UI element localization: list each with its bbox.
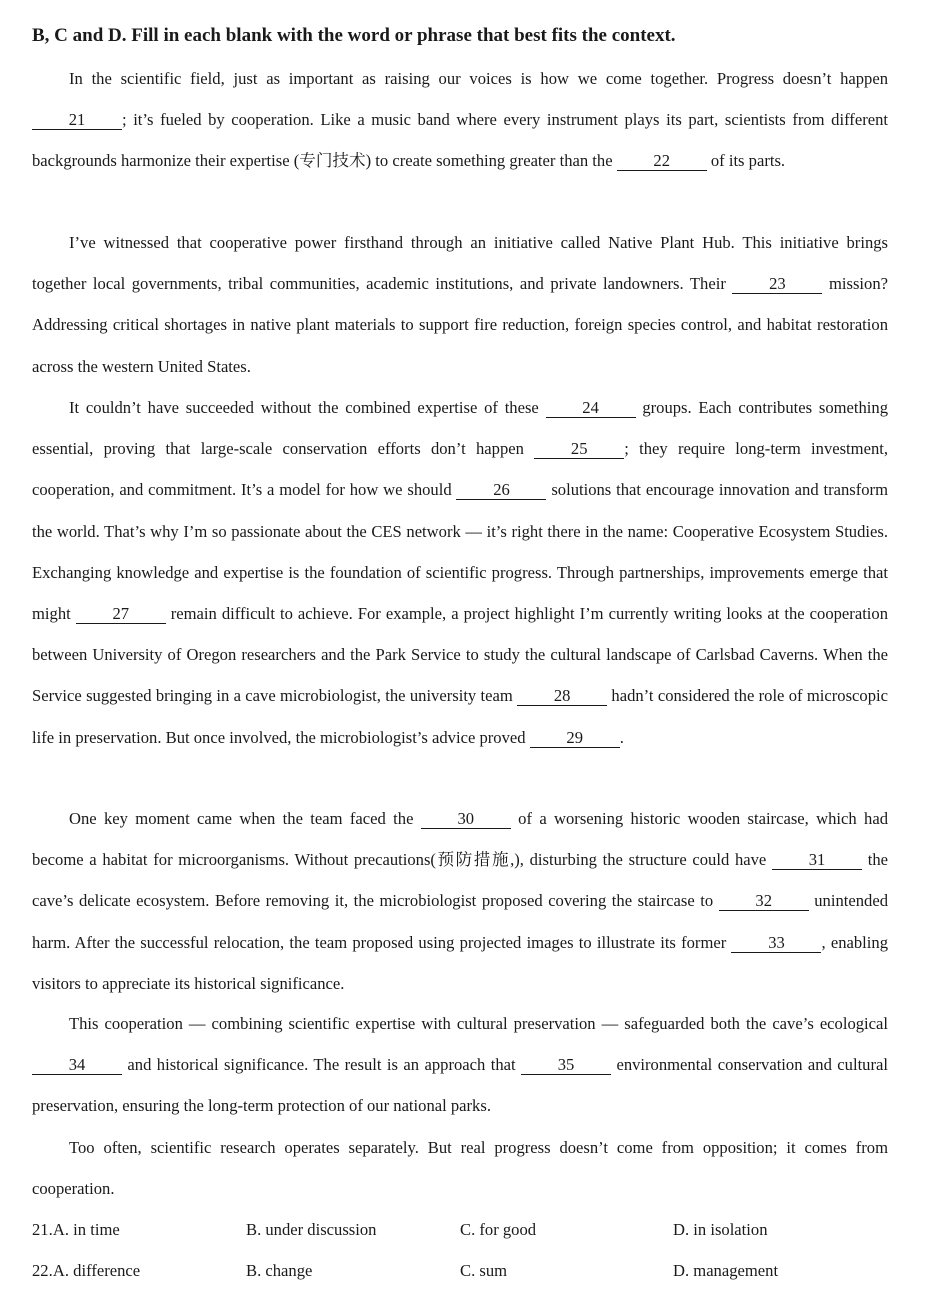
paragraph-text: remain difficult to achieve. For example, a project highlight I’m currently writing looks at the cooperation between University of Oregon researchers and the Park Service to study the cultural landscape of Carlsbad Caverns. When the Service suggested bringing in a cave microbiologist, the university team [32,604,889,706]
answer-blank[interactable]: 23 [732,275,822,294]
answer-blank[interactable]: 35 [521,1056,611,1075]
option-21-d[interactable]: D. in isolation [673,1220,768,1239]
option-21-b[interactable]: B. under discussion [246,1220,377,1239]
passage-paragraph-5 [32,1003,888,1127]
answer-blank[interactable]: 32 [719,892,809,911]
question-21-row [32,1218,888,1259]
paragraph-text: . [619,727,624,747]
paragraph-text: It couldn’t have succeeded without the combined expertise of these [69,398,546,417]
answer-blank[interactable]: 33 [731,934,821,953]
answer-blank[interactable]: 28 [517,687,607,706]
answer-blank[interactable]: 30 [421,810,511,829]
paragraph-text: the cave’s delicate ecosystem. Before removing it, the microbiologist proposed covering the staircase to [32,850,888,911]
passage-paragraph-1 [32,58,888,182]
answer-blank[interactable]: 26 [456,481,546,500]
paragraph-text: ; they require long-term investment, cooperation, and commitment. It’s a model for how we should [32,439,888,500]
paragraph-text: In the scientific field, just as important as raising our voices is how we come together. Progress doesn’t happen [69,69,888,88]
option-22-a[interactable]: 22. A. difference [32,1261,141,1280]
passage-paragraph-3 [32,387,888,758]
option-21-a[interactable]: 21. A. in time [32,1220,120,1239]
answer-blank[interactable]: 34 [32,1056,122,1075]
paragraph-text: environmental conservation and cultural preservation, ensuring the long-term protection of our national parks. [32,1055,888,1116]
passage-paragraph-2 [32,222,888,387]
paragraph-text: of a worsening historic wooden staircase, which had become a habitat for microorganisms. Without precautions(预防措施,), disturbing the structure could have [32,809,888,870]
paragraph-text: Too often, scientific research operates separately. But real progress doesn’t come from opposition; it comes from cooperation. [32,1138,888,1199]
paragraph-text: solutions that encourage innovation and transform the world. That’s why I’m so passionate about the CES network — it’s right there in the name: Cooperative Ecosystem Studies. Exchanging knowledge and expertise is the foundation of scientific progress. Through partnerships, improvements emerge that might [32,480,888,624]
answer-blank[interactable]: 31 [772,851,862,870]
option-22-d[interactable]: D. management [673,1261,779,1280]
option-22-c[interactable]: C. sum [460,1261,508,1280]
paragraph-text: of its parts. [706,151,786,171]
passage-paragraph-4 [32,798,888,1004]
paragraph-text: and historical significance. The result is an approach that [122,1055,522,1075]
option-22-b[interactable]: B. change [246,1261,313,1280]
paragraph-text: groups. Each contributes something essential, proving that large-scale conservation efforts don’t happen [32,398,888,459]
option-21-c[interactable]: C. for good [460,1220,537,1239]
question-22-row [32,1259,888,1300]
paragraph-text: ; it’s fueled by cooperation. Like a music band where every instrument plays its part, scientists from different backgrounds harmonize their expertise (专门技术) to create something greater than the [32,110,888,171]
answer-blank[interactable]: 22 [617,152,707,171]
answer-blank[interactable]: 27 [76,605,166,624]
paragraph-text: hadn’t considered the role of microscopic life in preservation. But once involved, the microbiologist’s advice proved [32,686,888,747]
paragraph-text: unintended harm. After the successful relocation, the team proposed using projected images to illustrate its former [32,891,888,952]
paragraph-text: , enabling visitors to appreciate its historical significance. [32,932,888,993]
answer-blank[interactable]: 24 [546,399,636,418]
answer-options [32,1218,888,1300]
passage-paragraph-6 [32,1127,888,1209]
paragraph-text: One key moment came when the team faced the [69,809,421,828]
answer-blank[interactable]: 29 [530,729,620,748]
answer-blank[interactable]: 25 [534,440,624,459]
section-heading: B, C and D. Fill in each blank with the word or phrase that best fits the context. [32,25,676,46]
paragraph-text: I’ve witnessed that cooperative power firsthand through an initiative called Native Plant Hub. This initiative brings together local governments, tribal communities, academic institutions, and private landowners. Their [32,233,888,294]
paragraph-text: This cooperation — combining scientific expertise with cultural preservation — safeguarded both the cave’s ecological [69,1014,888,1033]
answer-blank[interactable]: 21 [32,111,122,130]
paragraph-text: mission? Addressing critical shortages in native plant materials to support fire reduction, foreign species control, and habitat restoration across the western United States. [32,274,888,376]
